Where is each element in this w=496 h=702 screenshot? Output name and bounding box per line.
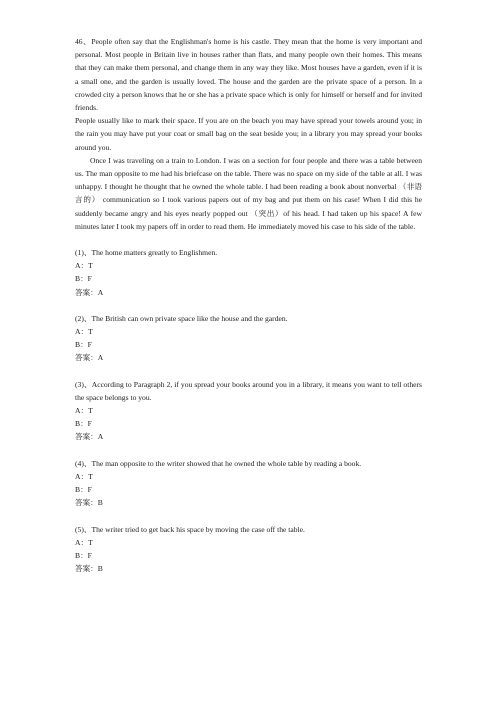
question-3: [75, 378, 422, 444]
option-a: A：T: [75, 261, 93, 271]
question-stem: (2)、The British can own private space like the house and the garden.: [75, 313, 288, 323]
option-a: A：T: [75, 406, 93, 416]
option-b: B：F: [75, 340, 92, 350]
question-2: [75, 312, 422, 365]
question-stem: (4)、The man opposite to the writer showed that he owned the whole table by reading a book.: [75, 458, 362, 468]
option-b: B：F: [75, 485, 92, 495]
question-stem: (1)、The home matters greatly to Englishmen.: [75, 248, 218, 258]
question-stem: (3)、According to Paragraph 2, if you spread your books around you in a library, it means you want to tell others the space belongs to you.: [75, 379, 422, 402]
answer-text: 答案：A: [75, 353, 104, 363]
option-a: A：T: [75, 327, 93, 337]
option-b: B：F: [75, 550, 92, 560]
passage-paragraph-1: 46、People often say that the Englishman's home is his castle. They mean that the home is very important and personal. Most people in Britain live in houses rather than flats, and many people own their homes. This means that they can make them personal, and change them in any way they like. Most houses have a garden, even if it is a small one, and the garden is usually loved. The house and the garden are the private space of a person. In a crowded city a person knows that he or she has a private space which is only for himself or herself and for invited friends.: [75, 37, 422, 113]
question-stem: (5)、The writer tried to get back his space by moving the case off the table.: [75, 524, 305, 534]
question-5: [75, 523, 422, 576]
passage-paragraph-2: People usually like to mark their space. If you are on the beach you may have spread your towels around you; in the rain you may have put your coat or small bag on the seat beside you; in a library you may spread your books around you.: [75, 116, 422, 152]
document-page: [75, 35, 422, 575]
answer-text: 答案：B: [75, 564, 103, 574]
option-a: A：T: [75, 471, 93, 481]
option-b: B：F: [75, 419, 92, 429]
option-a: A：T: [75, 537, 93, 547]
question-4: [75, 457, 422, 510]
answer-text: 答案：A: [75, 432, 104, 442]
question-1: [75, 246, 422, 299]
option-b: B：F: [75, 274, 92, 284]
passage-paragraph-3: Once I was traveling on a train to London. I was on a section for four people and there was a table between us. The man opposite to me had his briefcase on the table. There was no space on my side of the table at all. I was unhappy. I thought he thought that he owned the whole table. I had been reading a book about nonverbal （非语言的） communication so I took various papers out of my bag and put them on his case! When I did this he suddenly became angry and his eyes nearly popped out （突出）of his head. I had taken up his space! A few minutes later I took my papers off in order to read them. He immediately moved his case to his side of the table.: [75, 155, 422, 231]
reading-passage: [75, 35, 422, 233]
answer-text: 答案：B: [75, 498, 103, 508]
answer-text: 答案：A: [75, 287, 104, 297]
